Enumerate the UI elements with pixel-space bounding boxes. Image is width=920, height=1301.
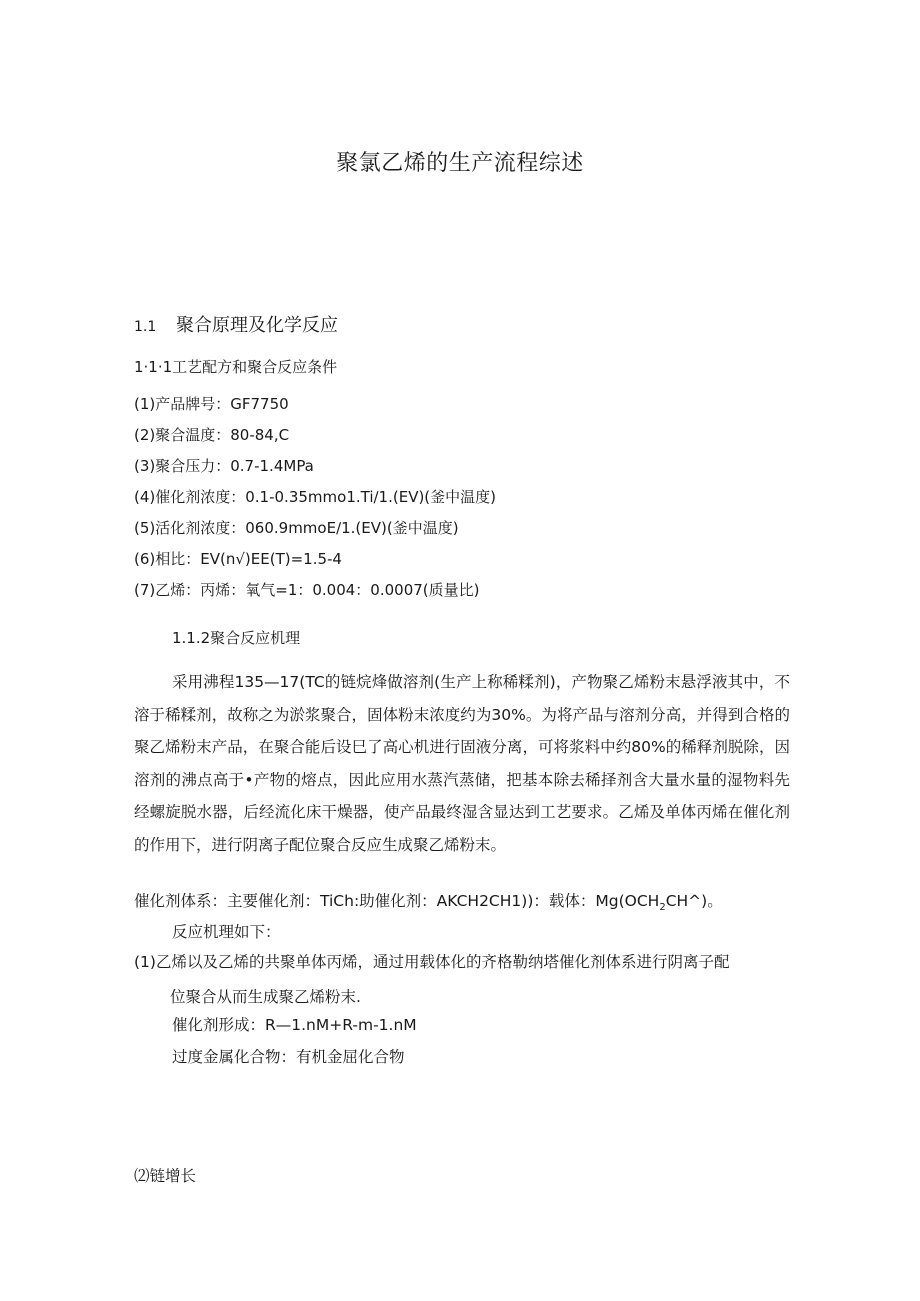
subsection-heading-1: 1·1·1工艺配方和聚合反应条件 [134, 358, 338, 376]
catalyst-system-line [134, 889, 723, 913]
catalyst-text-b: CH^)。 [665, 892, 723, 910]
condition-item: (3)聚合压力：0.7-1.4MPa [134, 457, 314, 475]
metal-compound: 过度金属化合物：有机金屈化合物 [172, 1048, 405, 1066]
catalyst-formation: 催化剂形成：R—1.nM+R-m-1.nM [172, 1016, 417, 1034]
mechanism-item-1-line-a: (1)乙烯以及乙烯的共聚单体丙烯，通过用载体化的齐格勒纳塔催化剂体系进行阴离子配 [134, 953, 730, 971]
section-number: 1.1 [134, 319, 157, 335]
condition-item: (7)乙烯：丙烯：氧气=1：0.004：0.0007(质量比) [134, 581, 480, 599]
chain-growth-heading: ⑵链增长 [134, 1167, 197, 1185]
mechanism-item-1 [134, 945, 790, 1015]
catalyst-subscript: 2 [659, 902, 666, 914]
condition-item: (6)相比：EV(n√)EE(T)=1.5-4 [134, 550, 342, 568]
page-title: 聚氯乙烯的生产流程综述 [336, 151, 584, 176]
mechanism-item-1-line-b: 位聚合从而生成聚乙烯粉末. [170, 988, 361, 1006]
condition-item: (2)聚合温度：80-84,C [134, 426, 290, 444]
condition-item: (1)产品牌号：GF7750 [134, 395, 289, 413]
body-paragraph: 采用沸程135—17(TC的链烷烽做溶剂(生产上称稀糅剂)，产物聚乙烯粉末悬浮液其中，不溶于稀糅剂，故称之为淤浆聚合，固体粉末浓度约为30%。为将产品与溶剂分高，并得到合格的聚乙烯粉末产品，在聚合能后设巳了高心机进行固液分离，可将浆料中约80%的稀释剂脱除，因溶剂的沸点高于•产物的熔点，因此应用水蒸汽蒸储，把基本除去稀择剂含大量水量的湿物料先经螺旋脱水器，后经流化床干燥器，使产品最终湿含显达到工艺要求。乙烯及单体丙烯在催化剂的作用下，进行阴离子配位聚合反应生成聚乙烯粉末。 [134, 673, 790, 854]
subsection-heading-2: 1.1.2聚合反应机理 [172, 629, 301, 647]
catalyst-text-a: 催化剂体系：主要催化剂：TiCh:助催化剂：AKCH2CH1))：载体：Mg(OCH [134, 892, 660, 910]
section-title: 聚合原理及化学反应 [176, 315, 338, 336]
condition-item: (4)催化剂浓度：0.1-0.35mmo1.Ti∕1.(EV)(釜中温度) [134, 488, 497, 506]
section-heading [134, 311, 338, 337]
condition-item: (5)活化剂浓度：060.9mmoE∕1.(EV)(釜中温度) [134, 519, 459, 537]
mechanism-intro: 反应机理如下： [172, 923, 281, 941]
